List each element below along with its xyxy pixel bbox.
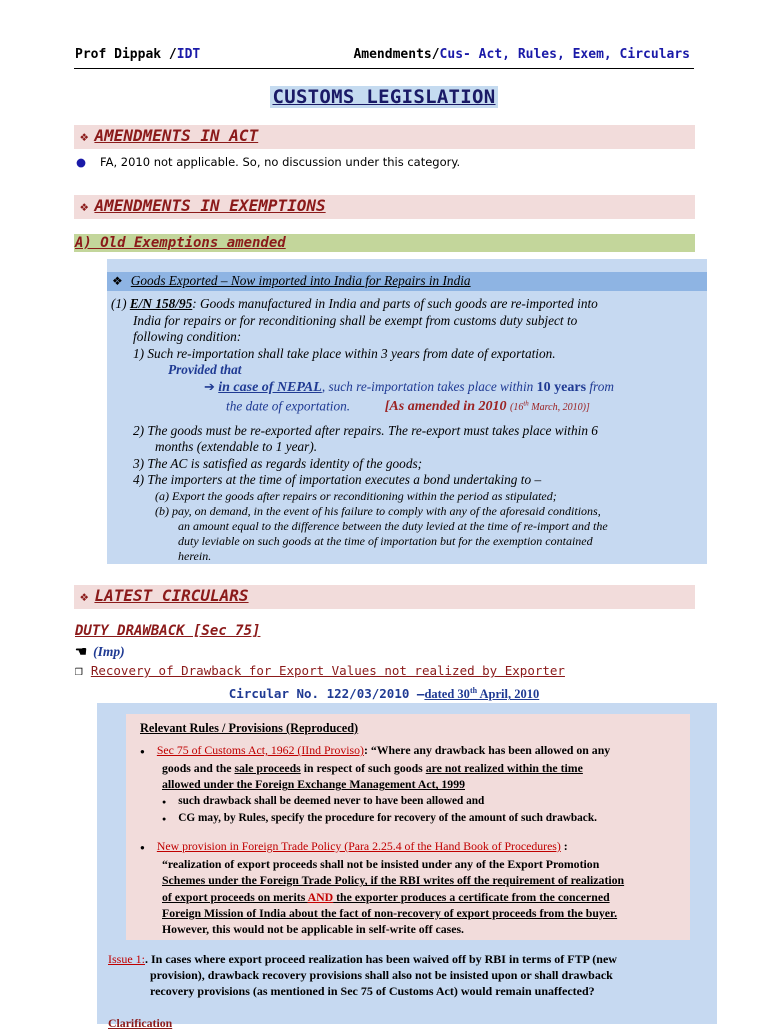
rule-subitem-2: ● CG may, by Rules, specify the procedure for recovery of the amount of such drawback. — [162, 811, 597, 824]
header-topic: Amendments/Cus- Act, Rules, Exem, Circulars — [353, 47, 690, 62]
pointing-hand-icon: ☚ — [75, 644, 88, 659]
section-exemptions-heading: ❖ AMENDMENTS IN EXEMPTIONS — [80, 196, 326, 215]
imp-line: ☚ (Imp) — [75, 644, 125, 659]
recovery-title: ❒ Recovery of Drawback for Export Values not realized by Exporter — [75, 663, 565, 679]
nepal-proviso: ➔ in case of NEPAL, such re-importation takes place within 10 years from — [204, 378, 614, 395]
notification-ref: E/N 158/95 — [129, 296, 193, 311]
diamond-bullet-icon: ❖ — [80, 589, 89, 605]
rules-heading: Relevant Rules / Provisions (Reproduced) — [140, 721, 359, 735]
diamond-bullet-icon: ❖ — [80, 129, 89, 145]
rule-subitem-1: ● such drawback shall be deemed never to have been allowed and — [162, 794, 485, 807]
header-author: Prof Dippak /IDT — [75, 47, 201, 62]
bullet-dot-icon: ● — [140, 747, 145, 756]
condition-1: 1) Such re-importation shall take place within 3 years from date of exportation. — [133, 345, 556, 361]
diamond-bullet-icon: ❖ — [112, 274, 123, 288]
diamond-bullet-icon: ❖ — [80, 199, 89, 215]
section-circulars-heading: ❖ LATEST CIRCULARS — [80, 586, 249, 605]
condition-4b: (b) pay, on demand, in the event of his failure to comply with any of the aforesaid conditions, — [155, 503, 601, 518]
act-bullet: ● FA, 2010 not applicable. So, no discussion under this category. — [76, 155, 461, 169]
condition-4a: (a) Export the goods after repairs or reconditioning within the period as stipulated; — [155, 488, 557, 503]
amended-note: [As amended in 2010 (16th March, 2010)] — [384, 399, 590, 415]
bullet-dot-icon: ● — [140, 843, 145, 852]
page-title: CUSTOMS LEGISLATION — [272, 86, 496, 108]
bullet-dot-icon: ● — [76, 155, 87, 169]
circular-number: Circular No. 122/03/2010 –dated 30th April, 2010 — [228, 686, 540, 702]
circular-date: dated 30th April, 2010 — [424, 686, 540, 702]
header-subject: IDT — [176, 47, 201, 62]
bullet-dot-icon: ● — [162, 797, 167, 806]
header-divider — [74, 68, 694, 69]
exemption-title: ❖ Goods Exported – Now imported into India for Repairs in India — [112, 273, 471, 288]
condition-3: 3) The AC is satisfied as regards identity of the goods; — [133, 455, 423, 471]
rule-item-1: ● Sec 75 of Customs Act, 1962 (IInd Proviso): “Where any drawback has been allowed on any goods and the sale proceeds in respect of such goods are not realized within the time allowed under the Foreign Exchange Management Act, 1999 ● such drawback shall be deemed never to have been allowed and ● CG may, by Rules, specify the procedure for recovery of the amount of such drawback. — [140, 742, 686, 827]
old-exemptions-heading: A) Old Exemptions amended — [75, 235, 286, 251]
checkbox-square-icon: ❒ — [75, 664, 83, 679]
section-act-heading: ❖ AMENDMENTS IN ACT — [80, 126, 259, 145]
clarification-heading: Clarification — [108, 1016, 173, 1030]
bullet-dot-icon: ● — [162, 814, 167, 823]
condition-2: 2) The goods must be re-exported after repairs. The re-export must takes place within 6 — [133, 422, 598, 438]
drawback-topic: DUTY DRAWBACK [Sec 75] — [75, 623, 261, 639]
condition-4: 4) The importers at the time of importation executes a bond undertaking to – — [133, 472, 542, 488]
provided-that: Provided that — [168, 362, 242, 377]
exemption-paragraph: (1) E/N 158/95: Goods manufactured in India and parts of such goods are re-imported into India for repairs or for reconditioning shall be exempt from customs duty subject to following condition: 1) Such re-importation shall take place within 3 years from date of exportation. Provided that ➔ in case of NEPAL, such re-importation takes place within 10 years from the date of exportation. [As amended in 2010 (16th March, 2010)] 2) The goods must be re-exported after repairs. The re-export must takes place within 6 months (extendable to 1 year). 3) The AC is satisfied as regards identity of the goods; 4) The importers at the time of importation executes a bond undertaking to – (a) Export the goods after repairs or reconditioning within the period as stipulated; (b) pay, on demand, in the event of his failure to comply with any of the aforesaid conditions, an amount equal to the difference between the duty levied at the time of re-import and the duty leviable on such goods at the time of importation but for the exemption contained herein. — [111, 296, 701, 564]
rule-item-2: ● New provision in Foreign Trade Policy (Para 2.25.4 of the Hand Book of Procedures) : “realization of export proceeds shall not be insisted under any of the Export Promotion Schemes under the Foreign Trade Policy, if the RBI writes off the requirement of realization of export proceeds on merits AND the exporter produces a certificate from the concerned Foreign Mission of India about the fact of non-recovery of export proceeds from the buyer. However, this would not be applicable in self-write off cases. — [140, 839, 625, 937]
issue-1: Issue 1:. In cases where export proceed realization has been waived off by RBI in terms of FTP (new provision), drawback recovery provisions shall also not be insisted upon or shall drawback recovery provisions (as mentioned in Sec 75 of Customs Act) would remain unaffected? — [108, 952, 617, 999]
arrow-right-icon: ➔ — [204, 378, 215, 394]
